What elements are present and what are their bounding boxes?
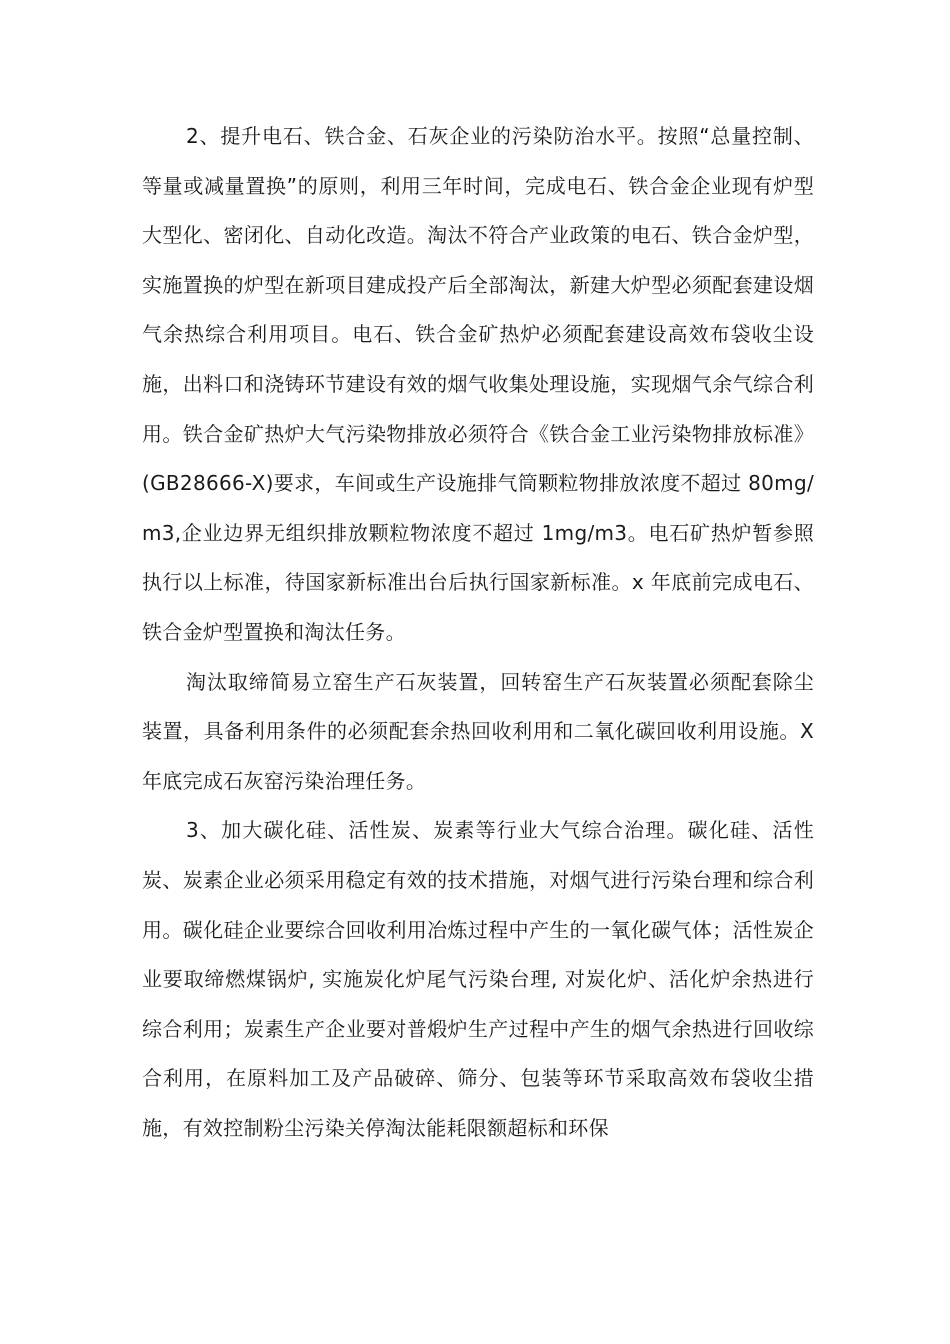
- paragraph-lime-kiln: 淘汰取缔简易立窑生产石灰装置，回转窑生产石灰装置必须配套除尘装置，具备利用条件的必须配套余热回收利用和二氧化碳回收利用设施。X 年底完成石灰窑污染治理任务。: [142, 669, 814, 793]
- paragraph-item-3: 3、加大碳化硅、活性炭、炭素等行业大气综合治理。碳化硅、活性炭、炭素企业必须采用稳定有效的技术措施，对烟气进行污染台理和综合利用。碳化硅企业要综合回收利用冶炼过程中产生的一氧化碳气体；活性炭企业要取缔燃煤锅炉, 实施炭化炉尾气污染台理, 对炭化炉、活化炉余热进行综合利用；炭素生产企业要对普煅炉生产过程中产生的烟气余热进行回收综合利用，在原料加工及产品破碎、筛分、包装等环节采取高效布袋收尘措施，有效控制粉尘污染关停淘汰能耗限额超标和环保: [142, 818, 814, 1140]
- paragraph-item-2: 2、提升电石、铁合金、石灰企业的污染防治水平。按照“总量控制、等量或减量置换”的原则，利用三年时间，完成电石、铁合金企业现有炉型大型化、密闭化、自动化改造。淘汰不符合产业政策的电石、铁合金炉型，实施置换的炉型在新项目建成投产后全部淘汰，新建大炉型必须配套建设烟气余热综合利用项目。电石、铁合金矿热炉必须配套建设高效布袋收尘设施，出料口和浇铸环节建设有效的烟气收集处理设施，实现烟气余气综合利用。铁合金矿热炉大气污染物排放必须符合《铁合金工业污染物排放标准》(GB28666-X)要求，车间或生产设施排气筒颗粒物排放浓度不超过 80mg/m3,企业边界无组织排放颗粒物浓度不超过 1mg/m3。电石矿热炉暂参照执行以上标准，待国家新标准出台后执行国家新标准。x 年底前完成电石、铁合金炉型置换和淘汰任务。: [142, 124, 814, 644]
- document-body: [142, 112, 814, 1153]
